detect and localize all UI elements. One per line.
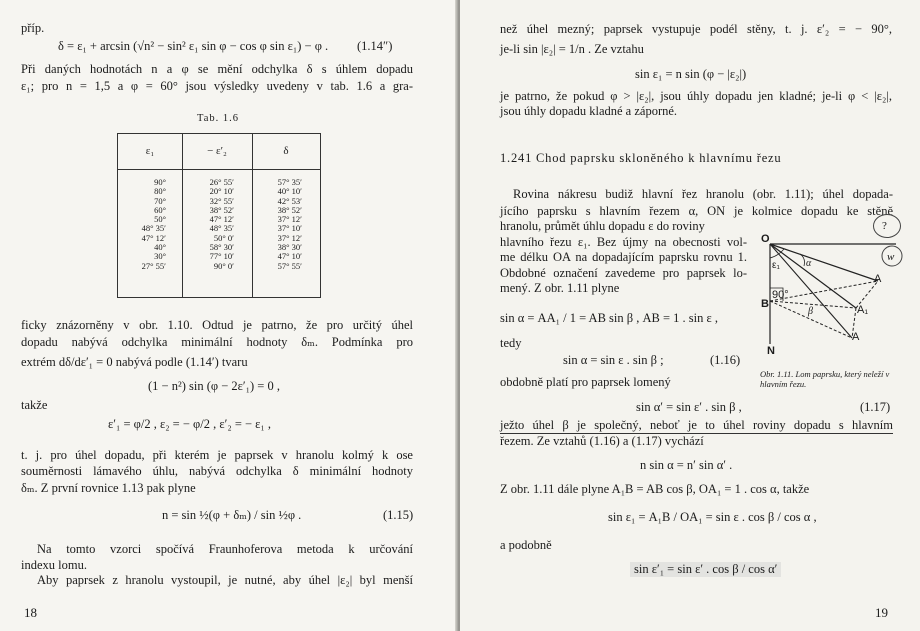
table-column-eps2 [188,178,234,271]
text-line: Obdobné označení zavedeme pro paprsek lo- [500,266,747,280]
table-cell: 90° 0′ [213,260,234,271]
margin-mark-question: ? [882,220,887,232]
table-column-delta [258,178,302,271]
table-header-eps1: ε₁ [118,134,182,170]
text-line: indexu lomu. [21,558,87,572]
equation-number: (1.17) [860,400,891,414]
text-line: obdobně platí pro paprsek lomený [500,375,671,389]
text-line: ε₁; pro n = 1,5 a φ = 60° jsou výsledky uvedeny v tab. 1.6 a gra- [21,79,413,93]
page-number: 18 [24,605,37,620]
table-cell: 48° 35′ [141,223,166,234]
table-cell: 57° 35′ [277,177,302,187]
equation-number: (1.16) [710,353,741,367]
text-line: je patrno, že pokud φ > |ε₂|, jsou úhly dopadu jen kladné; je-li φ < |ε₂|, [500,89,892,103]
table-cell: 40° [154,242,166,253]
table-cell: 38° 30′ [277,242,302,253]
handwritten-circle-mark [873,214,901,238]
table-cell: 50° 0′ [213,232,234,243]
table-title: Tab. 1.6 [197,113,239,124]
equation-1-16: sin α = sin ε . sin β ; [563,353,664,367]
table-cell: 20° 10′ [209,186,234,197]
equation-number: (1.14″) [357,39,393,53]
table-cell: 27° 55′ [141,260,166,271]
text-line: dopadu nabývá odchylka minimální hodnoty δₘ. Podmínka pro [21,335,413,349]
table-cell: 38° 52′ [209,204,234,215]
table-cell: 42° 53′ [277,195,302,206]
table-cell: 37° 12′ [277,232,302,243]
equation-results: ε′₁ = φ/2 , ε₂ = − φ/2 , ε′₂ = − ε₁ , [108,417,272,431]
table-cell: 70° [154,195,166,206]
text-line: extrém dδ/dε′₁ = 0 nabývá podle (1.14′) tvaru [21,355,248,369]
text-line: řezem. Ze vztahů (1.16) a (1.17) vychází [500,434,704,448]
table-cell: 77° 10′ [209,251,234,262]
left-page [0,0,459,631]
equation-extremum: (1 − n²) sin (φ − 2ε′₁) = 0 , [148,379,280,393]
text-line: δₘ. Z první rovnice 1.13 pak plyne [21,481,196,495]
table-cell: 57° 55′ [277,260,302,271]
text-line: hlavního řezu ε₁. Bez újmy na obecnosti vol- [500,235,747,249]
fig-label-beta: β [808,306,813,317]
table-cell: 58° 30′ [209,242,234,253]
text-line: me délku OA na dopadajícím paprsku rovnu 1. [500,250,747,264]
fig-label-N: N [767,345,775,357]
text-line: Na tomto vzorci spočívá Fraunhoferova metoda k určování [37,542,413,556]
table-cell: 47° 10′ [277,251,302,262]
text-line: než úhel mezný; paprsek vystupuje podél stěny, t. j. ε′₂ = − 90°, [500,22,892,36]
table-cell: 40° 10′ [277,186,302,197]
text-line: takže [21,398,48,412]
fig-label-alpha: α [806,258,812,269]
text-line: mený. Z obr. 1.11 plyne [500,281,620,295]
table-cell: 37° 10′ [277,223,302,234]
fig-label-A: A [874,273,882,285]
fig-label-90deg: 90° [772,289,789,301]
figure-caption: Obr. 1.11. Lom paprsku, který neleží v hlavním řezu. [760,369,890,389]
fig-label-A-lower: A [852,331,860,343]
fig-label-O: O [761,233,770,245]
equation-1-14: δ = ε₁ + arcsin (√n² − sin² ε₁ sin φ − cos φ sin ε₁) − φ . [58,39,329,53]
table-column-eps1 [122,178,166,271]
text-line: ficky znázorněny v obr. 1.10. Odtud je patrno, že pro určitý úhel [21,318,413,332]
equation-sin-eps1: sin ε₁ = A₁B / OA₁ = sin ε . cos β / cos α , [608,510,817,524]
text-line: Rovina nákresu budiž hlavní řez hranolu (obr. 1.11); úhel dopada- [513,187,893,201]
text-line: jsou úhly dopadu kladné a záporné. [500,104,678,118]
table-cell: 37° 12′ [277,214,302,225]
table-cell: 50° [154,214,166,225]
fig-label-A1: A₁ [857,304,869,316]
equation-1-17: sin α′ = sin ε′ . sin β , [636,400,742,414]
table-cell: 90° [154,177,166,187]
equation-1-15: n = sin ½(φ + δₘ) / sin ½φ . [162,508,302,522]
fig-label-eps1: ε₁ [772,260,780,271]
table-cell: 60° [154,204,166,215]
table-cell: 38° 52′ [277,204,302,215]
text-line: jícího paprsku s hlavním řezem α, ON je kolmice dopadu ke stěně [500,204,893,218]
fig-label-B: B [761,298,769,310]
table-cell: 30° [154,251,166,262]
table-cell: 47° 12′ [141,232,166,243]
equation-sin-eps1-prime: sin ε′₁ = sin ε′ . cos β / cos α′ [630,562,781,577]
text-line: příp. [21,21,45,35]
equation-snell-prism: sin ε₁ = n sin (φ − |ε₂|) [635,67,747,81]
text-line: tedy [500,336,522,350]
section-title: 1.241 Chod paprsku skloněného k hlavnímu řezu [500,151,782,165]
table-cell: 26° 55′ [209,177,234,187]
table-header-delta: δ [252,134,320,170]
equation-sin-alpha: sin α = AA₁ / 1 = AB sin β , AB = 1 . sin ε , [500,311,718,325]
equation-snell: n sin α = n′ sin α′ . [640,458,733,472]
table-cell: 47° 12′ [209,214,234,225]
text-line: Z obr. 1.11 dále plyne A₁B = AB cos β, OA₁ = 1 . cos α, takže [500,482,810,496]
page-number: 19 [875,605,888,620]
text-line: souměrnosti lámavého úhlu, nabývá odchylka δ minimální hodnoty [21,464,413,478]
text-line: a podobně [500,538,552,552]
table-header-eps2: − ε′₂ [182,134,252,170]
text-line: hranolu, průmět úhlu dopadu ε do roviny [500,219,705,233]
table-cell: 48° 35′ [209,223,234,234]
table-cell: 80° [154,186,166,197]
text-line: t. j. pro úhel dopadu, při kterém je paprsek v hranolu kolmý k ose [21,448,413,462]
table-cell: 32° 55′ [209,195,234,206]
underlined-text: ježto úhel β je společný, neboť je to úhel roviny dopadu s hlavním [500,418,893,432]
table-1-6 [117,133,321,298]
margin-mark-w: w [887,251,895,263]
text-line: Aby paprsek z hranolu vystoupil, je nutné, aby úhel |ε₂| byl menší [37,573,413,587]
text-line: je-li sin |ε₂| = 1/n . Ze vztahu [500,42,644,56]
equation-number: (1.15) [383,508,414,522]
text-line: Při daných hodnotách n a φ se mění odchylka δ s úhlem dopadu [21,62,413,76]
